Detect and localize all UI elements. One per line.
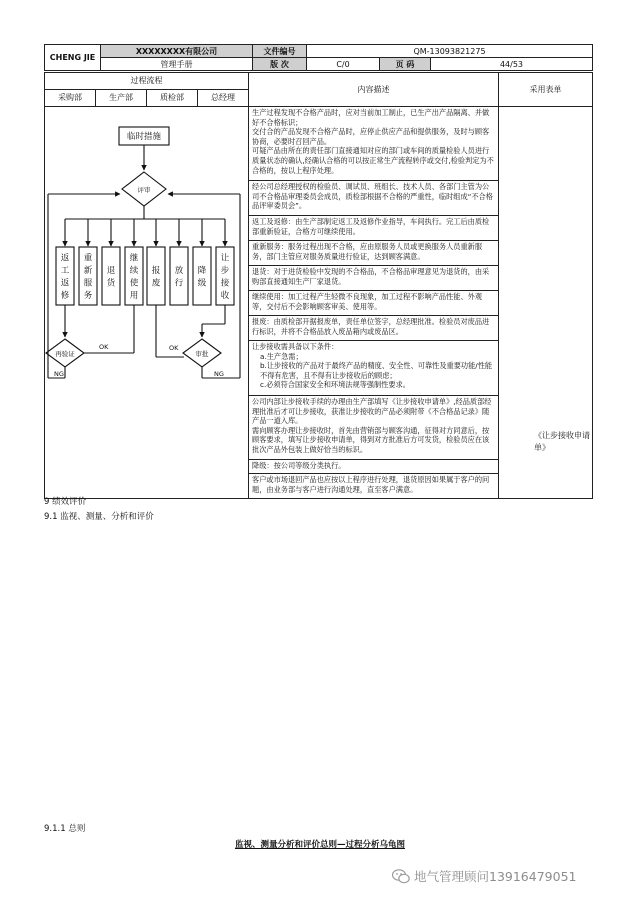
desc-text: 可疑产品由所在的责任部门直接通知对应的部门或车间的质量检验人员进行质量状态的确认,经确认合格的可以按正常生产流程转序或交付,检验判定为不合格的，按以上程序处理。	[252, 146, 494, 175]
document-header	[44, 44, 593, 71]
company-name: XXXXXXXX有限公司	[101, 45, 253, 58]
company-short: CHENG JIE	[45, 45, 101, 71]
option-box	[147, 247, 165, 305]
option-label-char: 退	[106, 265, 116, 276]
option-label-char: 废	[151, 278, 161, 289]
option-label-char: 返	[60, 253, 70, 264]
start-label: 临时措施	[126, 132, 162, 142]
desc-text: 需向顾客办理让步接收时，首先由营销部与顾客沟通，征得对方同意后，按顾客要求，填写让步接收申请单，得到对方批准后方可发货，检验员应在该批次产品外包装上做好恰当的标识。	[252, 425, 490, 454]
desc-row	[249, 460, 499, 474]
ok-label: OK	[169, 344, 179, 352]
desc-text: b.让步接收的产品对于最终产品的精度、安全性、可靠性及重要功能/性能不得有危害，且不得有让步接收后的顾虑；	[260, 361, 493, 380]
page-value: 44/53	[431, 58, 593, 71]
option-label-char: 务	[83, 290, 93, 301]
option-label-char: 续	[129, 265, 139, 276]
wechat-icon	[392, 869, 410, 884]
option-label-char: 让	[220, 253, 230, 264]
desc-text: 让步接收需具备以下条件：	[252, 342, 339, 351]
desc-row	[249, 291, 499, 316]
section-9-1-1: 9.1.1 总则	[44, 824, 86, 834]
desc-row	[249, 474, 499, 499]
desc-row	[249, 216, 499, 241]
option-label-char: 级	[197, 278, 207, 289]
option-label-char: 用	[129, 290, 139, 301]
form-reference: 《让步接收申请单》	[534, 431, 590, 452]
column-manager: 总经理	[198, 90, 249, 107]
option-label-char: 服	[83, 278, 93, 289]
doc-no: QM-13093821275	[307, 45, 593, 58]
watermark-text: 地气管理顾问13916479051	[414, 869, 577, 884]
column-quality: 质检部	[147, 90, 198, 107]
option-label-char: 返	[60, 278, 70, 289]
option-box	[102, 247, 120, 305]
desc-text: 交付合的产品发现不合格产品时，应停止供应产品和提供服务，及时与顾客协商，必要时召回产品。	[252, 127, 490, 146]
column-purchasing: 采购部	[45, 90, 96, 107]
process-flow-header: 过程流程	[45, 73, 249, 90]
approve-label: 审批	[195, 350, 209, 358]
desc-text: 退货：对于进货检验中发现的不合格品，不合格品审理意见为退货的，由采购部直接通知生产厂家退货。	[252, 267, 490, 286]
option-label-char: 接	[220, 278, 230, 289]
desc-text: 报废：由质检部开据报废单，责任单位签字，总经理批准。检验员对废品进行标识，并将不合格品放入废品箱内或废品区。	[252, 317, 490, 336]
option-label-char: 使	[129, 278, 139, 289]
option-label-char: 行	[174, 278, 184, 289]
version-value: C/0	[307, 58, 380, 71]
ng-label: NG	[214, 370, 224, 378]
option-box	[170, 247, 188, 305]
desc-text: 返工及返修：由生产部制定返工及返修作业指导，车间执行。完工后由质检部重新验证，合格方可继续使用。	[252, 217, 490, 236]
page-label: 页 码	[380, 58, 431, 71]
version-label: 版 次	[253, 58, 307, 71]
option-label-char: 货	[106, 278, 116, 289]
desc-row	[249, 107, 499, 181]
section-9-1: 9.1 监视、测量、分析和评价	[44, 512, 154, 522]
desc-text: 客户或市场退回产品也应按以上程序进行处理，退货原因如果属于客户的问题，由业务部与客户进行沟通处理，直至客户满意。	[252, 475, 490, 494]
desc-text: 重新服务：服务过程出现不合格，应由原服务人员或更换服务人员重新服务，部门主管应对服务质量进行验证，达到顾客满意。	[252, 242, 483, 261]
flowchart	[44, 106, 245, 466]
ok-label: OK	[99, 343, 109, 351]
option-label-char: 继	[129, 253, 139, 264]
option-label-char: 报	[151, 265, 161, 276]
manual-title: 管理手册	[101, 58, 253, 71]
desc-text: c.必须符合国家安全和环境法规等强制性要求。	[260, 380, 410, 390]
desc-row	[249, 341, 499, 396]
option-label-char: 放	[174, 265, 184, 276]
section-9: 9 绩效评价	[44, 497, 87, 507]
forms-header: 采用表单	[499, 73, 593, 107]
option-label-char: 步	[220, 265, 230, 276]
description-header: 内容描述	[249, 73, 499, 107]
column-production: 生产部	[96, 90, 147, 107]
option-label-char: 新	[83, 265, 93, 276]
desc-text: 生产过程发现不合格产品时，应对当前加工制止，已生产出产品隔离、并做好不合格标识；	[252, 108, 490, 127]
option-label-char: 工	[60, 265, 70, 276]
option-box	[193, 247, 211, 305]
figure-caption: 监视、测量分析和评价总则—过程分析乌龟图	[234, 840, 405, 850]
option-label-char: 修	[60, 290, 70, 301]
watermark	[392, 867, 576, 885]
reverify-label: 再验证	[55, 350, 75, 358]
desc-row	[249, 316, 499, 341]
option-label-char: 降	[197, 265, 207, 276]
desc-row	[249, 181, 499, 216]
desc-text: 继续使用：加工过程产生轻微不良现象，加工过程不影响产品性能、外观等，交付后不会影响顾客审美、使用等。	[252, 292, 483, 311]
option-label-char: 收	[220, 290, 230, 301]
desc-text: a.生产急需；	[260, 351, 303, 361]
desc-row	[249, 266, 499, 291]
doc-no-label: 文件编号	[253, 45, 307, 58]
desc-text: 降级：按公司等级分类执行。	[252, 461, 346, 470]
desc-text: 公司内部让步接收手续的办理由生产部填写《让步接收申请单》,经品质部经理批准后才可让步接收，获准让步接收的产品必须附带《不合格品记录》随产品一道入库。	[252, 397, 492, 426]
option-label-char: 重	[83, 253, 93, 264]
desc-text: 经公司总经理授权的检验员、调试员、班组长、技术人员、各部门主管为公司不合格品审理委员会成员，质检部根据不合格的严重性，临时组成“不合格品评审委员会”。	[252, 182, 493, 211]
ng-label: NG	[54, 370, 64, 378]
desc-row	[249, 241, 499, 266]
desc-row	[249, 396, 499, 460]
review-label: 评审	[137, 186, 151, 194]
